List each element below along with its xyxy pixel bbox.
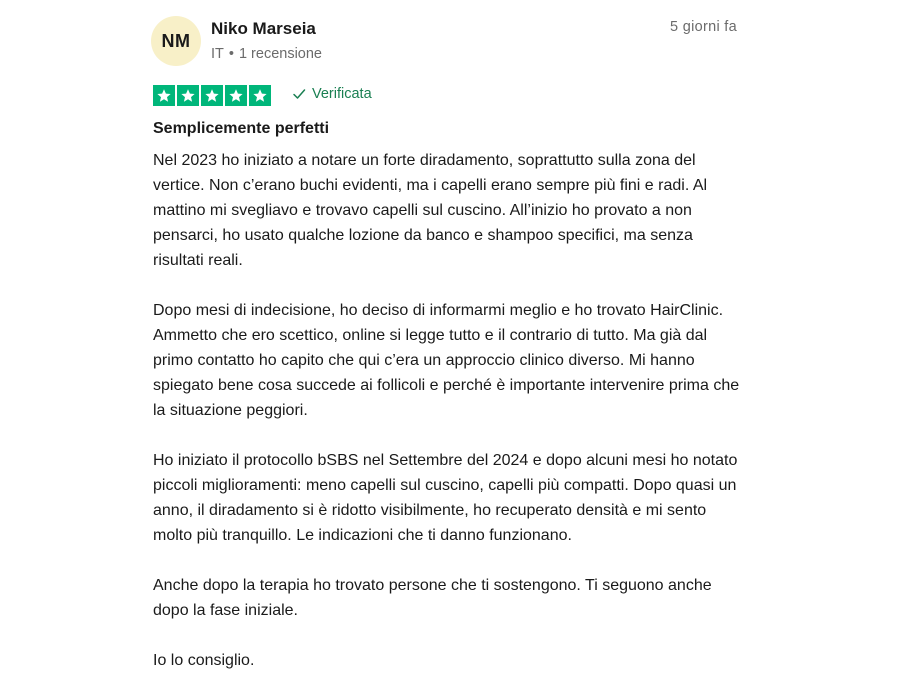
review-paragraph: Io lo consiglio. xyxy=(153,652,255,669)
review-paragraph: Anche dopo la terapia ho trovato persone che ti sostengono. Ti seguono anche dopo la fase iniziale. xyxy=(153,577,712,619)
star-icon xyxy=(201,85,223,106)
review-paragraph: Dopo mesi di indecisione, ho deciso di informarmi meglio e ho trovato HairClinic. Ammetto che ero scettico, online si legge tutto e il contrario di tutto. Ma già dal primo contatto ho capito che qui c’era un approccio clinico diverso. Mi hanno spiegato bene cosa succede ai follicoli e perché è importante intervenire prima che la situazione peggiori. xyxy=(153,302,740,419)
reviewer-review-count: 1 recensione xyxy=(238,46,322,62)
avatar[interactable]: NM xyxy=(151,16,201,66)
meta-separator: • xyxy=(228,46,234,62)
verified-badge[interactable] xyxy=(292,86,372,102)
reviewer-meta xyxy=(211,46,322,62)
review-paragraph: Nel 2023 ho iniziato a notare un forte diradamento, soprattutto sulla zona del vertice. Non c’erano buchi evidenti, ma i capelli erano sempre più fini e radi. Al mattino mi svegliavo e trovavo capelli sul cuscino. All’inizio ho provato a non pensarci, ho usato qualche lozione da banco e shampoo specifici, ma senza risultati reali. xyxy=(153,152,708,269)
star-rating xyxy=(153,85,271,106)
star-icon xyxy=(249,85,271,106)
verified-label: Verificata xyxy=(312,86,372,102)
reviewer-country: IT xyxy=(211,46,224,62)
review-title: Semplicemente perfetti xyxy=(153,120,330,137)
star-icon xyxy=(177,85,199,106)
checkmark-icon xyxy=(292,87,306,101)
review-date: 5 giorni fa xyxy=(670,19,737,35)
reviewer-name[interactable]: Niko Marseia xyxy=(211,19,316,38)
star-icon xyxy=(153,85,175,106)
star-icon xyxy=(225,85,247,106)
review-body xyxy=(153,148,743,698)
review-paragraph: Ho iniziato il protocollo bSBS nel Settembre del 2024 e dopo alcuni mesi ho notato piccoli miglioramenti: meno capelli sul cuscino, capelli più compatti. Dopo quasi un anno, il diradamento si è ridotto visibilmente, ho recuperato densità e mi sento molto più tranquillo. Le indicazioni che ti danno funzionano. xyxy=(153,452,738,544)
